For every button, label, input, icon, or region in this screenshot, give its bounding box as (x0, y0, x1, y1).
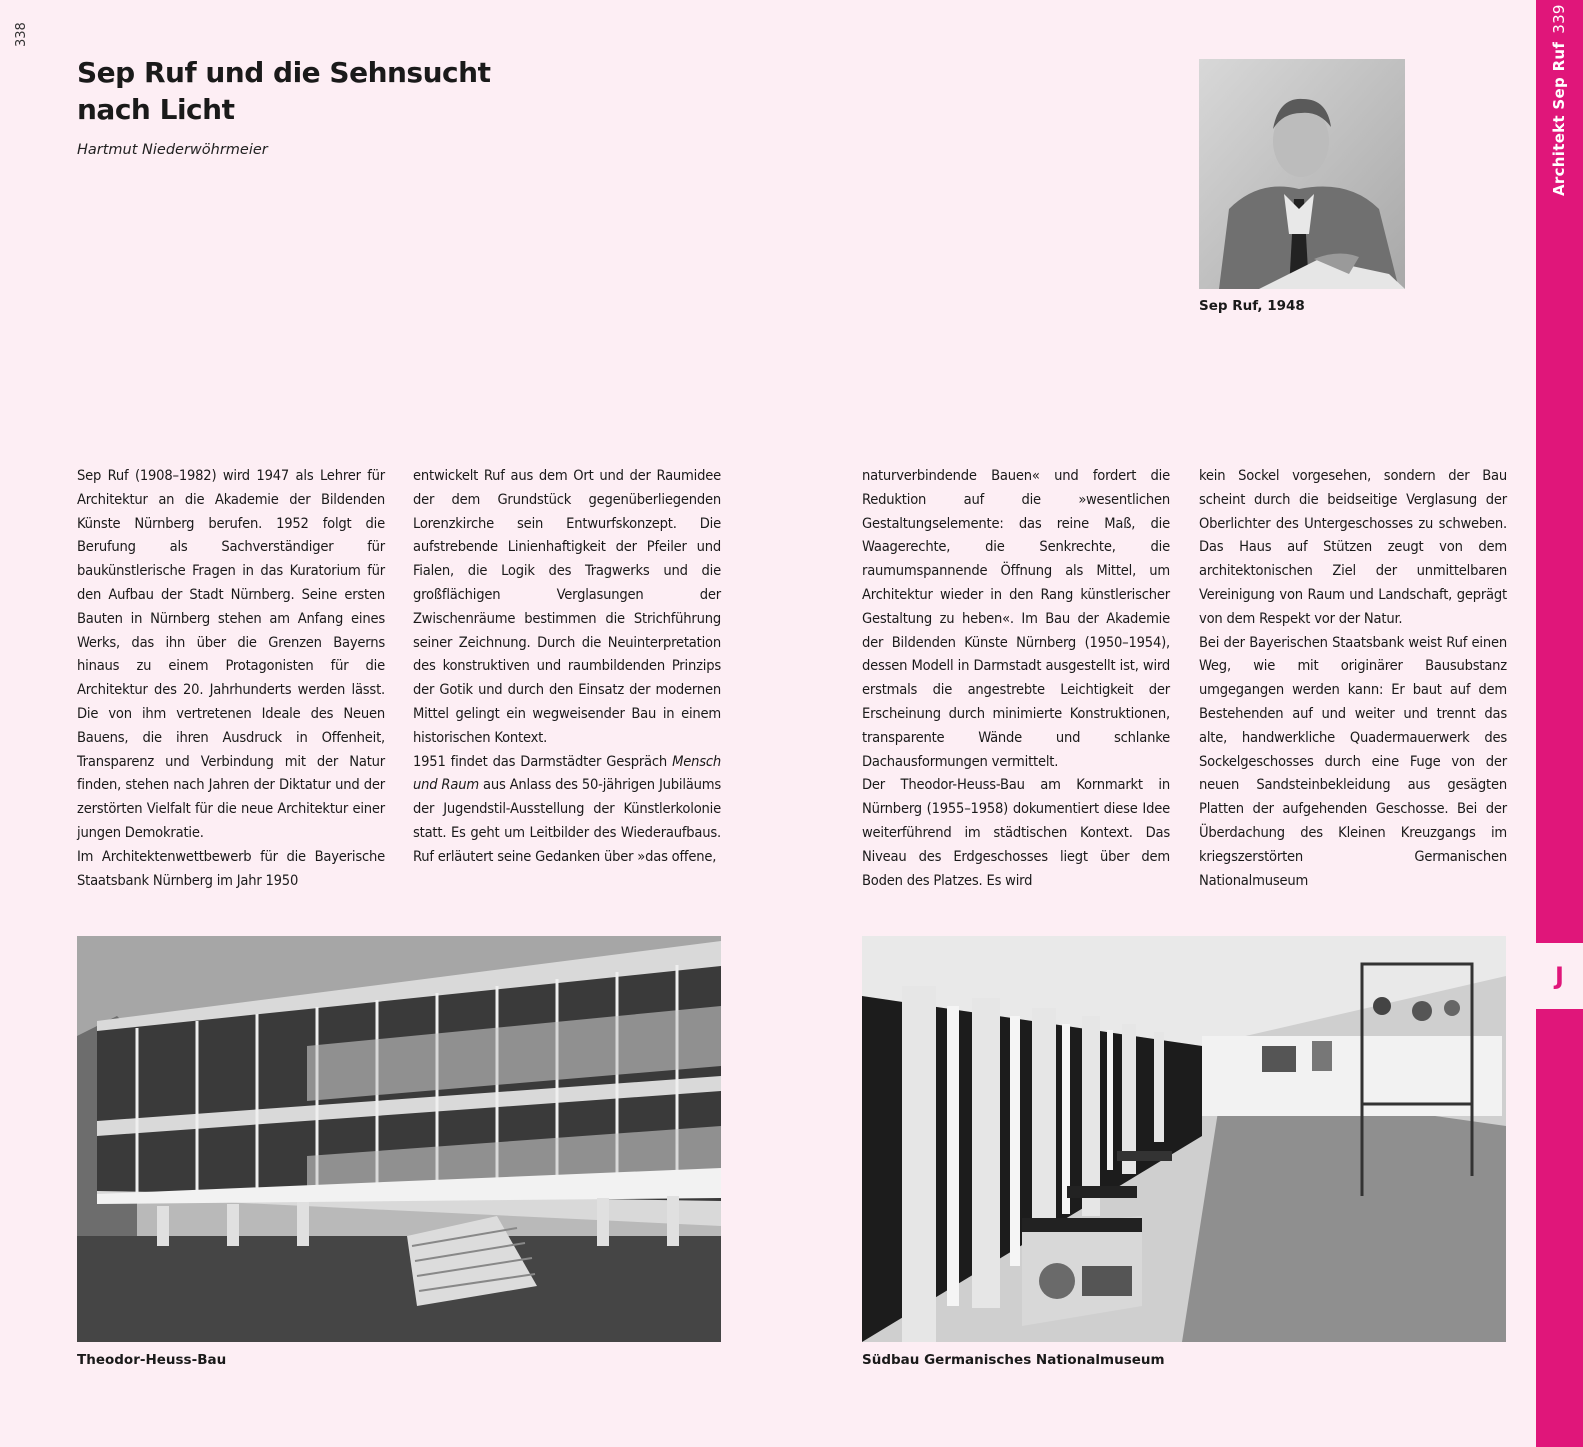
portrait-caption: Sep Ruf, 1948 (1199, 298, 1305, 314)
photo-caption-right: Südbau Germanisches Nationalmuseum (862, 1352, 1165, 1368)
title-line-2: nach Licht (77, 93, 235, 126)
photo-caption-left: Theodor-Heuss-Bau (77, 1352, 227, 1368)
article-title (77, 54, 497, 128)
chapter-letter: J (1555, 962, 1564, 990)
paragraph: entwickelt Ruf aus dem Ort und der Raumidee der dem Grundstück gegenüberliegenden Lorenzkirche sein Entwurfskonzept. Die aufstrebende Linienhaftigkeit der Pfeiler und Fialen, die Logik des Tragwerks und die großflächigen Verglasungen der Zwischenräume bestimmen die Strichführung seiner Zeichnung. Durch die Neuinterpretation des konstruktiven und raumbildenden Prinzips der Gotik und durch den Einsatz der modernen Mittel gelingt ein wegweisender Bau in einem historischen Kontext. (413, 467, 721, 746)
sidebar-title: Architekt Sep Ruf (1550, 41, 1568, 196)
text-column-4 (1199, 464, 1507, 892)
sidebar-label (1550, 4, 1568, 196)
museum-interior-photo (862, 936, 1506, 1342)
author-name: Hartmut Niederwöhrmeier (77, 142, 268, 158)
text-run: aus Anlass des 50-jährigen Jubiläums der Jugendstil-Ausstellung der Künstlerkolonie statt. Es geht um Leitbilder des Wiederaufbaus. Ruf erläutert seine Gedanken über »das offene, (413, 776, 721, 865)
title-line-1: Sep Ruf und die Sehnsucht (77, 56, 491, 89)
text-column-3 (862, 464, 1170, 892)
paragraph: Sep Ruf (1908–1982) wird 1947 als Lehrer für Architektur an die Akademie der Bildenden Künste Nürnberg berufen. 1952 folgt die Berufung als Sachverständiger für baukünstlerische Fragen in das Kuratorium für den Aufbau der Stadt Nürnberg. Seine ersten Bauten in Nürnberg stehen am Anfang eines Werks, das ihn über die Grenzen Bayerns hinaus zu einem Protagonisten für die Architektur des 20. Jahrhunderts werden lässt. Die von ihm vertretenen Ideale des Neuen Bauens, die ihren Ausdruck in Offenheit, Transparenz und Verbindung mit der Natur finden, stehen nach Jahren der Diktatur und der zerstörten Vielfalt für die neue Architektur einer jungen Demokratie. (77, 467, 385, 841)
paragraph: naturverbindende Bauen« und fordert die Reduktion auf die »wesentlichen Gestaltungselemente: das reine Maß, die Waagerechte, die Senkrechte, die raumumspannende Öffnung als Mittel, um Architektur wieder in den Rang künstlerischer Gestaltung zu heben«. Im Bau der Akademie der Bildenden Künste Nürnberg (1950–1954), dessen Modell in Darmstadt ausgestellt ist, wird erstmals die angestrebte Leichtigkeit der Erscheinung durch minimierte Konstruktionen, transparente Wände und schlanke Dachausformungen vermittelt. (862, 467, 1170, 770)
page-number-right: 339 (1550, 4, 1568, 34)
chapter-tab[interactable] (1536, 943, 1583, 1009)
paragraph: Im Architektenwettbewerb für die Bayerische Staatsbank Nürnberg im Jahr 1950 (77, 847, 385, 889)
paragraph: Bei der Bayerischen Staatsbank weist Ruf einen Weg, wie mit originärer Bausubstanz umgegangen werden kann: Er baut auf dem Bestehenden auf und weiter und trennt das alte, handwerkliche Quadermauerwerk des Sockelgeschosses durch eine Fuge von der neuen Sandsteinbekleidung aus gesägten Platten der aufgehenden Geschosse. Bei der Überdachung des Kleinen Kreuzgangs im kriegszerstörten Germanischen Nationalmuseum (1199, 633, 1507, 889)
text-run: 1951 findet das Darmstädter Gespräch (413, 752, 673, 770)
text-column-1 (77, 464, 385, 892)
theodor-heuss-bau-photo (77, 936, 721, 1342)
page-number-left: 338 (14, 22, 29, 47)
chapter-sidebar (1536, 0, 1583, 1447)
book-title: Mensch und Raum (413, 752, 721, 794)
paragraph: kein Sockel vorgesehen, sondern der Bau scheint durch die beidseitige Verglasung der Oberlichter des Untergeschosses zu schweben. Das Haus auf Stützen zeugt von dem architektonischen Ziel der unmittelbaren Vereinigung von Raum und Landschaft, geprägt von dem Respekt vor der Natur. (1199, 467, 1507, 627)
text-column-2 (413, 464, 721, 869)
paragraph (413, 750, 721, 869)
portrait-photo (1199, 59, 1405, 289)
paragraph: Der Theodor-Heuss-Bau am Kornmarkt in Nürnberg (1955–1958) dokumentiert diese Idee weiterführend im städtischen Kontext. Das Niveau des Erdgeschosses liegt über dem Boden des Platzes. Es wird (862, 776, 1170, 889)
